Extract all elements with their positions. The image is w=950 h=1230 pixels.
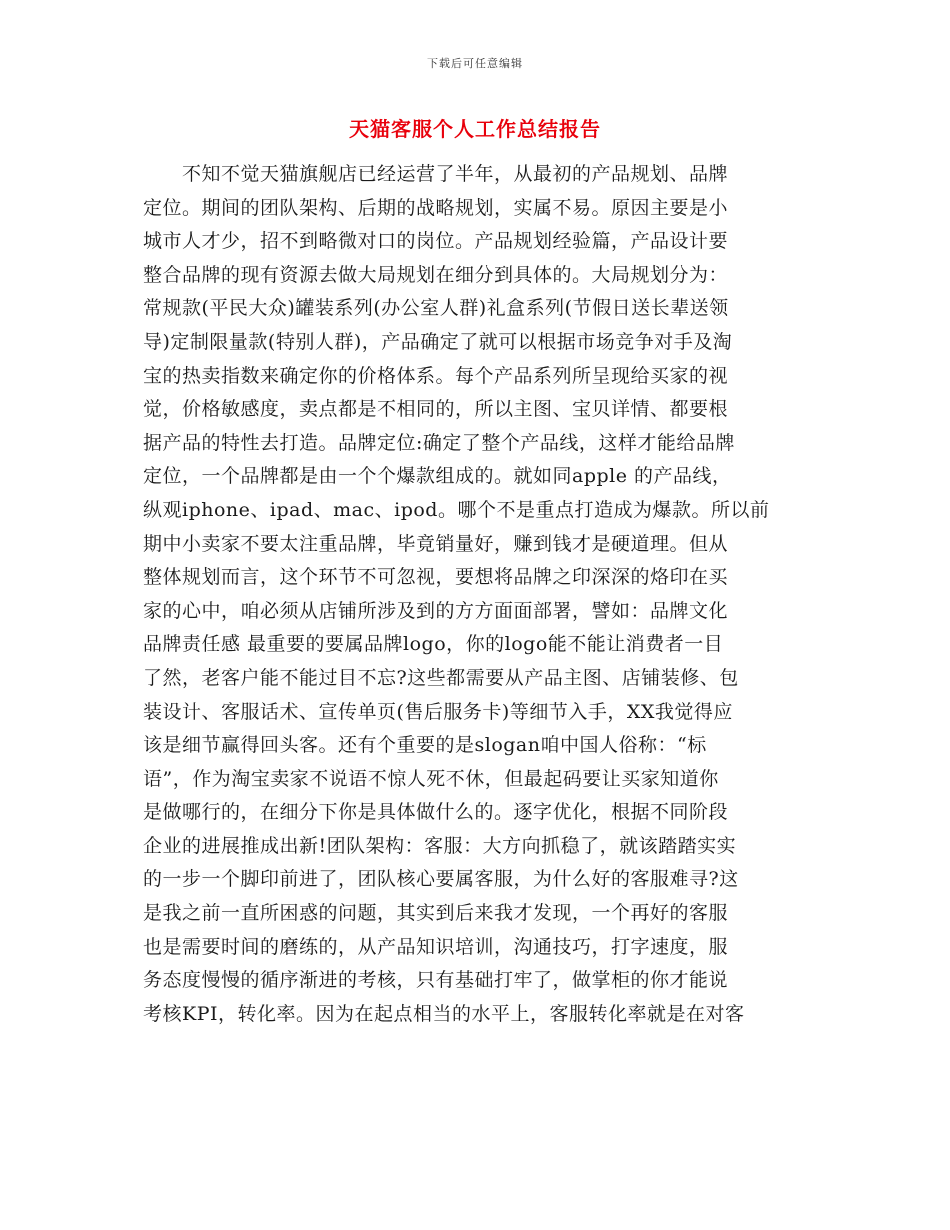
text-line: 定位，一个品牌都是由一个个爆款组成的。就如同apple 的产品线，	[143, 465, 732, 488]
text-line: 企业的进展推成出新!团队架构：客服：大方向抓稳了，就该踏踏实实	[143, 834, 737, 857]
text-line: 该是细节赢得回头客。还有个重要的是slogan咱中国人俗称：“标	[143, 734, 707, 757]
text-line: 纵观iphone、ipad、mac、ipod。哪个不是重点打造成为爆款。所以前	[143, 498, 770, 521]
text-line: 是做哪行的，在细分下你是具体做什么的。逐字优化，根据不同阶段	[143, 801, 729, 824]
text-line: 也是需要时间的磨练的，从产品知识培训，沟通技巧，打字速度，服	[143, 935, 729, 958]
text-line: 品牌责任感 最重要的要属品牌logo，你的logo能不能让消费者一目	[143, 633, 724, 656]
text-line: 觉，价格敏感度，卖点都是不相同的，所以主图、宝贝详情、都要根	[143, 398, 729, 421]
text-line: 考核KPI，转化率。因为在起点相当的水平上，客服转化率就是在对客	[143, 1002, 745, 1025]
text-line: 常规款(平民大众)罐装系列(办公室人群)礼盒系列(节假日送长辈送领	[143, 297, 729, 320]
text-line: 了然，老客户能不能过目不忘?这些都需要从产品主图、店铺装修、包	[143, 666, 739, 689]
text-line: 务态度慢慢的循序渐进的考核，只有基础打牢了，做掌柜的你才能说	[143, 969, 729, 992]
text-line: 是我之前一直所困惑的问题，其实到后来我才发现，一个再好的客服	[143, 902, 729, 925]
text-line: 导)定制限量款(特别人群)，产品确定了就可以根据市场竞争对手及淘	[143, 330, 733, 353]
document-title: 天猫客服个人工作总结报告	[349, 117, 601, 141]
text-line: 期中小卖家不要太注重品牌，毕竟销量好，赚到钱才是硬道理。但从	[143, 532, 729, 555]
text-line: 整合品牌的现有资源去做大局规划在细分到具体的。大局规划分为：	[143, 263, 729, 286]
text-line: 整体规划而言，这个环节不可忽视，要想将品牌之印深深的烙印在买	[143, 566, 729, 589]
text-line: 不知不觉天猫旗舰店已经运营了半年，从最初的产品规划、品牌	[143, 163, 729, 185]
text-line: 家的心中，咱必须从店铺所涉及到的方方面面部署，譬如：品牌文化	[143, 599, 729, 622]
text-line: 装设计、客服话术、宣传单页(售后服务卡)等细节入手，XX我觉得应	[143, 700, 733, 723]
header-note: 下载后可任意编辑	[427, 57, 523, 70]
text-line: 定位。期间的团队架构、后期的战略规划，实属不易。原因主要是小	[143, 196, 729, 219]
body-paragraph	[143, 158, 813, 1031]
text-line: 宝的热卖指数来确定你的价格体系。每个产品系列所呈现给买家的视	[143, 364, 729, 387]
text-line: 的一步一个脚印前进了，团队核心要属客服，为什么好的客服难寻?这	[143, 868, 739, 891]
text-line: 语”，作为淘宝卖家不说语不惊人死不休，但最起码要让买家知道你	[143, 767, 719, 790]
text-line: 城市人才少，招不到略微对口的岗位。产品规划经验篇，产品设计要	[143, 230, 729, 253]
text-line: 据产品的特性去打造。品牌定位:确定了整个产品线，这样才能给品牌	[143, 431, 735, 454]
